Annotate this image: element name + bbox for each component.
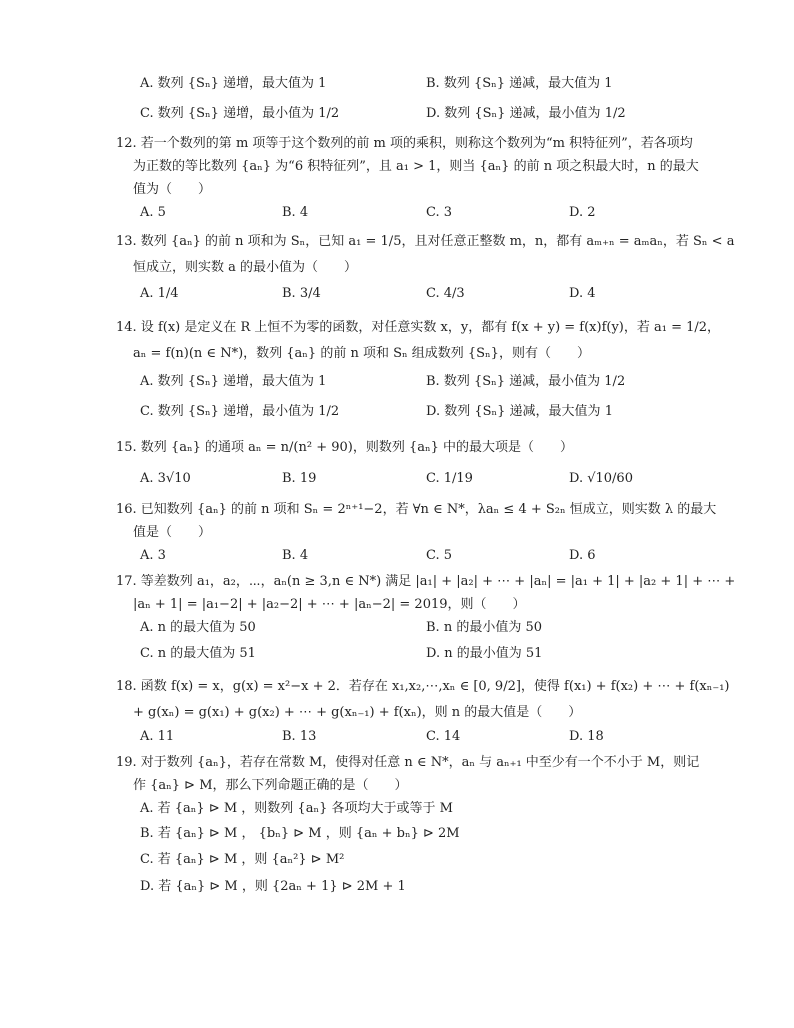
q15-option-d: D. √10/60 bbox=[569, 471, 633, 486]
q13-option-c: C. 4/3 bbox=[426, 286, 465, 301]
q12-stem-line3: 值为（ ） bbox=[133, 182, 212, 197]
q11-option-c: C. 数列 {Sₙ} 递增，最小值为 1/2 bbox=[140, 106, 340, 121]
q13-option-d: D. 4 bbox=[569, 286, 596, 301]
q15-option-b: B. 19 bbox=[282, 471, 317, 486]
q17-option-a: A. n 的最大值为 50 bbox=[140, 620, 256, 635]
q17-option-b: B. n 的最小值为 50 bbox=[426, 620, 542, 635]
q18-option-c: C. 14 bbox=[426, 729, 461, 744]
q18-option-d: D. 18 bbox=[569, 729, 604, 744]
q14-option-b: B. 数列 {Sₙ} 递减，最小值为 1/2 bbox=[426, 374, 626, 389]
q17-stem-line2: |aₙ + 1| = |a₁−2| + |a₂−2| + ⋯ + |aₙ−2| = 2019，则（ ） bbox=[133, 597, 526, 612]
q14-option-a: A. 数列 {Sₙ} 递增，最大值为 1 bbox=[140, 374, 327, 389]
q12-option-d: D. 2 bbox=[569, 205, 596, 220]
q17-option-d: D. n 的最小值为 51 bbox=[426, 646, 543, 661]
q11-option-b: B. 数列 {Sₙ} 递减，最大值为 1 bbox=[426, 76, 613, 91]
q12-option-c: C. 3 bbox=[426, 205, 453, 220]
q16-stem-line1: 16. 已知数列 {aₙ} 的前 n 项和 Sₙ = 2ⁿ⁺¹−2，若 ∀n ∈ N*，λaₙ ≤ 4 + S₂ₙ 恒成立，则实数 λ 的最大 bbox=[116, 502, 717, 517]
q14-option-d: D. 数列 {Sₙ} 递减，最大值为 1 bbox=[426, 404, 613, 419]
q11-option-a: A. 数列 {Sₙ} 递增，最大值为 1 bbox=[140, 76, 327, 91]
q18-stem-line1: 18. 函数 f(x) = x，g(x) = x²−x + 2．若存在 x₁,x₂,⋯,xₙ ∈ [0, 9/2]，使得 f(x₁) + f(x₂) + ⋯ + f(xₙ₋₁) bbox=[116, 679, 730, 694]
q13-option-b: B. 3/4 bbox=[282, 286, 321, 301]
q18-option-b: B. 13 bbox=[282, 729, 317, 744]
q19-option-c: C. 若 {aₙ} ⊳ M ，则 {aₙ²} ⊳ M² bbox=[140, 852, 345, 867]
q14-option-c: C. 数列 {Sₙ} 递增，最小值为 1/2 bbox=[140, 404, 340, 419]
q17-option-c: C. n 的最大值为 51 bbox=[140, 646, 256, 661]
q12-stem-line2: 为正数的等比数列 {aₙ} 为“6 积特征列”，且 a₁ > 1，则当 {aₙ} 的前 n 项之积最大时，n 的最大 bbox=[133, 159, 699, 174]
q19-option-d: D. 若 {aₙ} ⊳ M ，则 {2aₙ + 1} ⊳ 2M + 1 bbox=[140, 879, 406, 894]
q15-option-a: A. 3√10 bbox=[140, 471, 191, 486]
q16-option-d: D. 6 bbox=[569, 548, 596, 563]
q19-stem-line1: 19. 对于数列 {aₙ}，若存在常数 M，使得对任意 n ∈ N*，aₙ 与 aₙ₊₁ 中至少有一个不小于 M，则记 bbox=[116, 755, 700, 770]
q15-option-c: C. 1/19 bbox=[426, 471, 473, 486]
q16-stem-line2: 值是（ ） bbox=[133, 525, 212, 540]
q14-stem-line1: 14. 设 f(x) 是定义在 R 上恒不为零的函数，对任意实数 x，y，都有 f(x + y) = f(x)f(y)，若 a₁ = 1/2， bbox=[116, 320, 721, 335]
q12-stem-line1: 12. 若一个数列的第 m 项等于这个数列的前 m 项的乘积，则称这个数列为“m 积特征列”，若各项均 bbox=[116, 136, 693, 151]
q13-option-a: A. 1/4 bbox=[140, 286, 179, 301]
q15-stem-line1: 15. 数列 {aₙ} 的通项 aₙ = n/(n² + 90)，则数列 {aₙ} 中的最大项是（ ） bbox=[116, 440, 574, 455]
q16-option-a: A. 3 bbox=[140, 548, 166, 563]
q11-option-d: D. 数列 {Sₙ} 递减，最小值为 1/2 bbox=[426, 106, 626, 121]
q19-stem-line2: 作 {aₙ} ⊳ M，那么下列命题正确的是（ ） bbox=[133, 778, 408, 793]
q14-stem-line2: aₙ = f(n)(n ∈ N*)，数列 {aₙ} 的前 n 项和 Sₙ 组成数列 {Sₙ}，则有（ ） bbox=[133, 346, 590, 361]
q12-option-b: B. 4 bbox=[282, 205, 309, 220]
q12-option-a: A. 5 bbox=[140, 205, 166, 220]
q17-stem-line1: 17. 等差数列 a₁，a₂，⋯，aₙ(n ≥ 3,n ∈ N*) 满足 |a₁| + |a₂| + ⋯ + |aₙ| = |a₁ + 1| + |a₂ + 1| + ⋯ + bbox=[116, 574, 736, 589]
q16-option-b: B. 4 bbox=[282, 548, 309, 563]
q16-option-c: C. 5 bbox=[426, 548, 453, 563]
q19-option-a: A. 若 {aₙ} ⊳ M ，则数列 {aₙ} 各项均大于或等于 M bbox=[140, 801, 453, 816]
q13-stem-line2: 恒成立，则实数 a 的最小值为（ ） bbox=[133, 260, 358, 275]
q18-stem-line2: + g(xₙ) = g(x₁) + g(x₂) + ⋯ + g(xₙ₋₁) + f(xₙ)，则 n 的最大值是（ ） bbox=[133, 705, 582, 720]
q19-option-b: B. 若 {aₙ} ⊳ M ， {bₙ} ⊳ M ，则 {aₙ + bₙ} ⊳ 2M bbox=[140, 826, 460, 841]
q18-option-a: A. 11 bbox=[140, 729, 175, 744]
q13-stem-line1: 13. 数列 {aₙ} 的前 n 项和为 Sₙ，已知 a₁ = 1/5，且对任意正整数 m，n，都有 aₘ₊ₙ = aₘaₙ，若 Sₙ < a bbox=[116, 234, 735, 249]
